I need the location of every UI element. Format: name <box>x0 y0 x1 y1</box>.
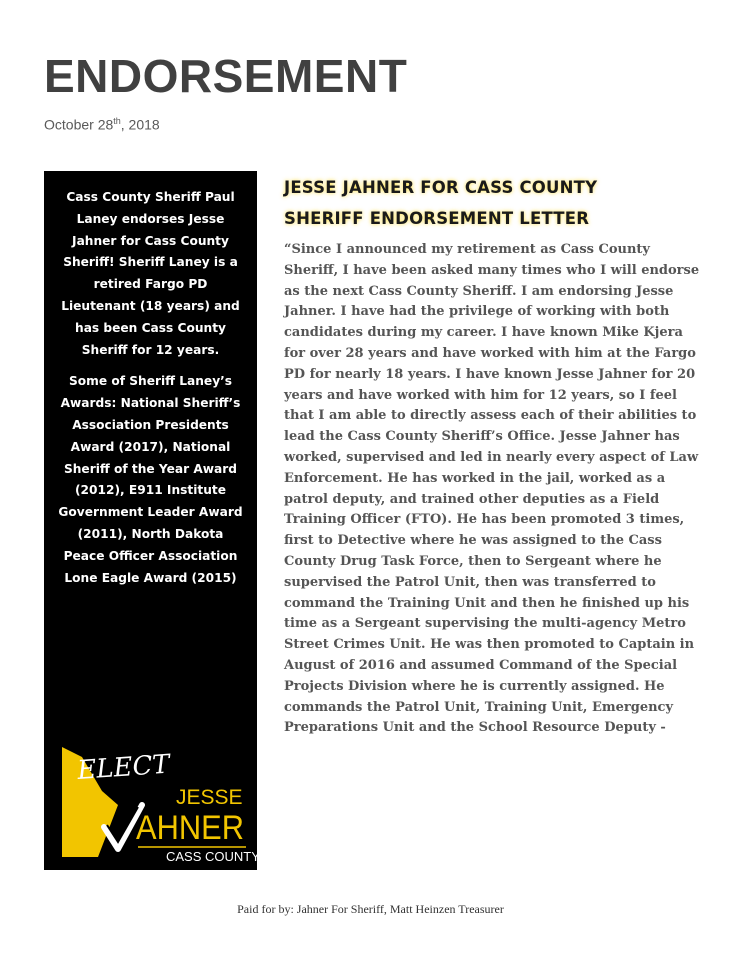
endorsement-sidebar <box>44 171 260 870</box>
elect-jesse-jahner-logo <box>58 739 260 864</box>
article-heading <box>284 172 597 234</box>
sidebar-awards-text: Some of Sheriff Laney’s Awards: National Sheriff’s Association Presidents Award (2017), National Sheriff of the Year Award (2012), E911 Institute Government Leader Award (2011), North Dakota Peace Officer Association Lone Eagle Award (2015) <box>58 374 243 585</box>
sidebar-endorsement-text: Cass County Sheriff Paul Laney endorses Jesse Jahner for Cass County Sheriff! Sheriff Laney is a retired Fargo PD Lieutenant (18 years) and has been Cass County Sheriff for 12 years. <box>61 190 240 357</box>
date-month-day: October 28 <box>44 116 114 133</box>
date-year: , 2018 <box>120 116 160 133</box>
paid-for-disclaimer: Paid for by: Jahner For Sheriff, Matt Heinzen Treasurer <box>237 902 504 916</box>
article-heading-line-2: SHERIFF ENDORSEMENT LETTER <box>284 209 590 228</box>
date-ordinal-suffix: th <box>113 116 121 126</box>
date-line <box>44 116 160 133</box>
page-title: ENDORSEMENT <box>44 50 408 102</box>
logo-first-name: JESSE <box>176 786 243 809</box>
logo-county-text: CASS COUNTY <box>166 849 260 864</box>
logo-elect-text: ELECT <box>76 749 171 786</box>
logo-last-name: AHNER <box>136 809 244 847</box>
article-heading-line-1: JESSE JAHNER FOR CASS COUNTY <box>284 178 598 197</box>
endorsement-letter-body: “Since I announced my retirement as Cass County Sheriff, I have been asked many times who I will endorse as the next Cass County Sheriff. I am endorsing Jesse Jahner. I have had the privilege of working with both candidates during my career. I have known Mike Kjera for over 28 years and have worked with him at the Fargo PD for nearly 18 years. I have known Jesse Jahner for 20 years and have worked with him for 12 years, so I feel that I am able to directly assess each of their abilities to lead the Cass County Sheriff’s Office. Jesse Jahner has worked, supervised and led in nearly every aspect of Law Enforcement. He has worked in the jail, worked as a patrol deputy, and trained other deputies as a Field Training Officer (FTO). He has been promoted 3 times, first to Detective where he was assigned to the Cass County Drug Task Force, then to Sergeant where he supervised the Patrol Unit, then was transferred to command the Training Unit and then he finished up his time as a Sergeant supervising the multi-agency Metro Street Crimes Unit. He was then promoted to Captain in August of 2016 and assumed Command of the Special Projects Division where he is currently assigned. He commands the Patrol Unit, Training Unit, Emergency Preparations Unit and the School Resource Deputy - <box>284 242 700 736</box>
